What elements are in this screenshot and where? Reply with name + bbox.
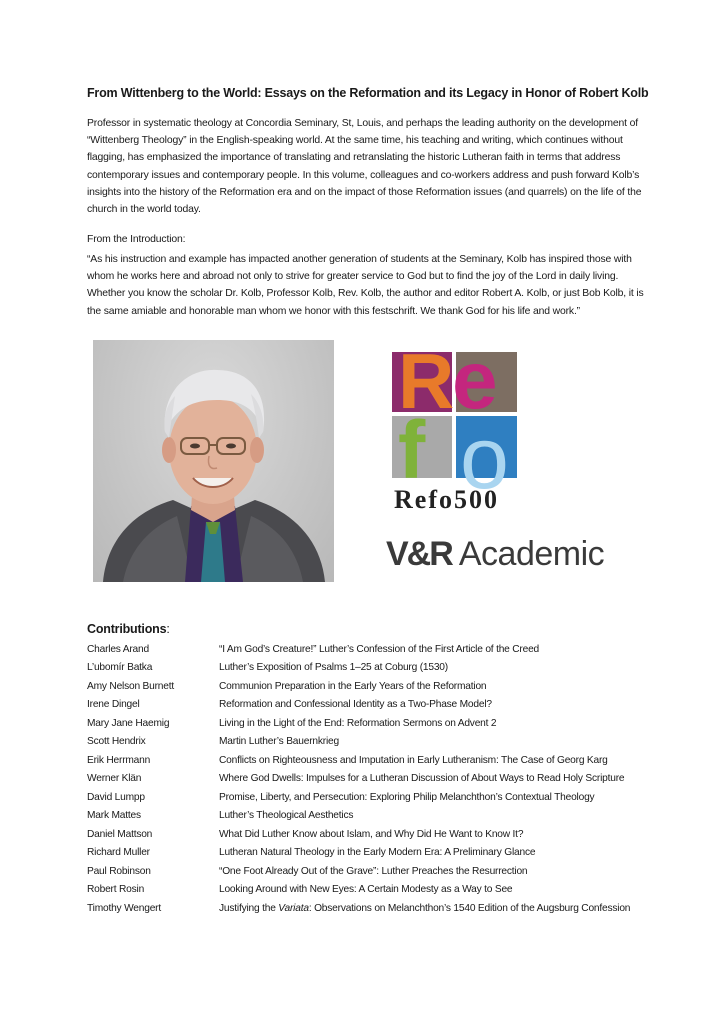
contribution-row bbox=[87, 844, 647, 863]
essay-title: What Did Luther Know about Islam, and Why Did He Want to Know It? bbox=[219, 828, 524, 840]
contributor-name: Paul Robinson bbox=[87, 865, 151, 877]
essay-title: “One Foot Already Out of the Grave”: Luther Preaches the Resurrection bbox=[219, 865, 528, 877]
refo500-logo bbox=[392, 352, 517, 512]
contribution-row bbox=[87, 640, 647, 659]
essay-title: Justifying the Variata: Observations on Melanchthon’s 1540 Edition of the Augsburg Confession bbox=[219, 902, 631, 914]
contribution-row bbox=[87, 881, 647, 900]
portrait-photo bbox=[93, 340, 334, 582]
contributor-name: Mark Mattes bbox=[87, 810, 141, 822]
contribution-row bbox=[87, 733, 647, 752]
book-description: Professor in systematic theology at Concordia Seminary, St, Louis, and perhaps the leading authority on the development of “Wittenberg Theology” in the English-speaking world. At the same time, his teaching and writing, which continues without flagging, has emphasized the importance of translating and retranslating the historic Lutheran faith in terms that address contemporary issues and contemporary people. In this volume, colleagues and co-workers address and push forward Kolb’s insights into the history of the Reformation era and on the impact of those Reformation issues (and quarrels) on the life of the church in the world today. bbox=[87, 118, 642, 216]
essay-title: Living in the Light of the End: Reformation Sermons on Advent 2 bbox=[219, 717, 497, 729]
contributor-name: Robert Rosin bbox=[87, 884, 145, 896]
contributor-name: Daniel Mattson bbox=[87, 828, 153, 840]
contribution-row bbox=[87, 825, 647, 844]
refo500-name: Refo500 bbox=[394, 485, 499, 512]
refo-letter-e: e bbox=[452, 352, 498, 426]
contribution-row bbox=[87, 714, 647, 733]
essay-title-emphasis: Variata bbox=[278, 902, 309, 914]
contributor-name: Erik Herrmann bbox=[87, 754, 151, 766]
refo-letter-r: R bbox=[398, 352, 455, 425]
contribution-row bbox=[87, 770, 647, 789]
contribution-row bbox=[87, 751, 647, 770]
contributor-name: Scott Hendrix bbox=[87, 736, 146, 748]
vr-academic-logo bbox=[386, 535, 626, 575]
intro-quote: “As his instruction and example has impacted another generation of students at the Seminary, Kolb has inspired those with whom he works here and abroad not only to strive for greater service to God but to find the joy of the Lord in daily living. Whether you know the scholar Dr. Kolb, Professor Kolb, Rev. Kolb, the author and editor Robert A. Kolb, or just Bob Kolb, it is the same amiable and honorable man whom we honor with this festschrift. We thank God for his life and work.” bbox=[87, 254, 644, 317]
contributions-heading: Contributions: bbox=[87, 622, 170, 636]
contributions-list bbox=[87, 640, 647, 918]
contributor-name: David Lumpp bbox=[87, 791, 145, 803]
contributor-name: Amy Nelson Burnett bbox=[87, 680, 174, 692]
essay-title: Martin Luther’s Bauernkrieg bbox=[219, 736, 339, 748]
essay-title: Where God Dwells: Impulses for a Lutheran Discussion of About Ways to Read Holy Scripture bbox=[219, 773, 625, 785]
contribution-row bbox=[87, 807, 647, 826]
contributor-name: Richard Muller bbox=[87, 847, 150, 859]
contributor-name: Werner Klän bbox=[87, 773, 142, 785]
essay-title: Communion Preparation in the Early Years of the Reformation bbox=[219, 680, 487, 692]
refo-letter-o: o bbox=[460, 408, 509, 507]
contributor-name: Timothy Wengert bbox=[87, 902, 161, 914]
contribution-row bbox=[87, 677, 647, 696]
essay-title: “I Am God’s Creature!” Luther’s Confession of the First Article of the Creed bbox=[219, 643, 540, 655]
contributor-name: Mary Jane Haemig bbox=[87, 717, 170, 729]
contributor-name: Charles Arand bbox=[87, 643, 149, 655]
contributor-name: L’ubomír Batka bbox=[87, 662, 153, 674]
refo-letter-f: f bbox=[398, 405, 426, 496]
essay-title: Luther’s Exposition of Psalms 1–25 at Coburg (1530) bbox=[219, 662, 448, 674]
essay-title: Promise, Liberty, and Persecution: Exploring Philip Melanchthon’s Contextual Theology bbox=[219, 791, 595, 803]
contributor-name: Irene Dingel bbox=[87, 699, 140, 711]
essay-title: Luther’s Theological Aesthetics bbox=[219, 810, 354, 822]
essay-title: Lutheran Natural Theology in the Early Modern Era: A Preliminary Glance bbox=[219, 847, 536, 859]
page-title: From Wittenberg to the World: Essays on the Reformation and its Legacy in Honor of Robert Kolb bbox=[87, 86, 649, 100]
essay-title: Looking Around with New Eyes: A Certain Modesty as a Way to See bbox=[219, 884, 513, 896]
essay-title: Reformation and Confessional Identity as a Two-Phase Model? bbox=[219, 699, 492, 711]
contribution-row bbox=[87, 696, 647, 715]
contribution-row bbox=[87, 659, 647, 678]
essay-title: Conflicts on Righteousness and Imputation in Early Lutheranism: The Case of Georg Karg bbox=[219, 754, 608, 766]
academic-word: Academic bbox=[458, 535, 605, 573]
contribution-row bbox=[87, 788, 647, 807]
vr-mark: V&R bbox=[386, 535, 452, 573]
contribution-row bbox=[87, 862, 647, 881]
intro-label: From the Introduction: bbox=[87, 234, 186, 245]
contribution-row bbox=[87, 899, 647, 918]
